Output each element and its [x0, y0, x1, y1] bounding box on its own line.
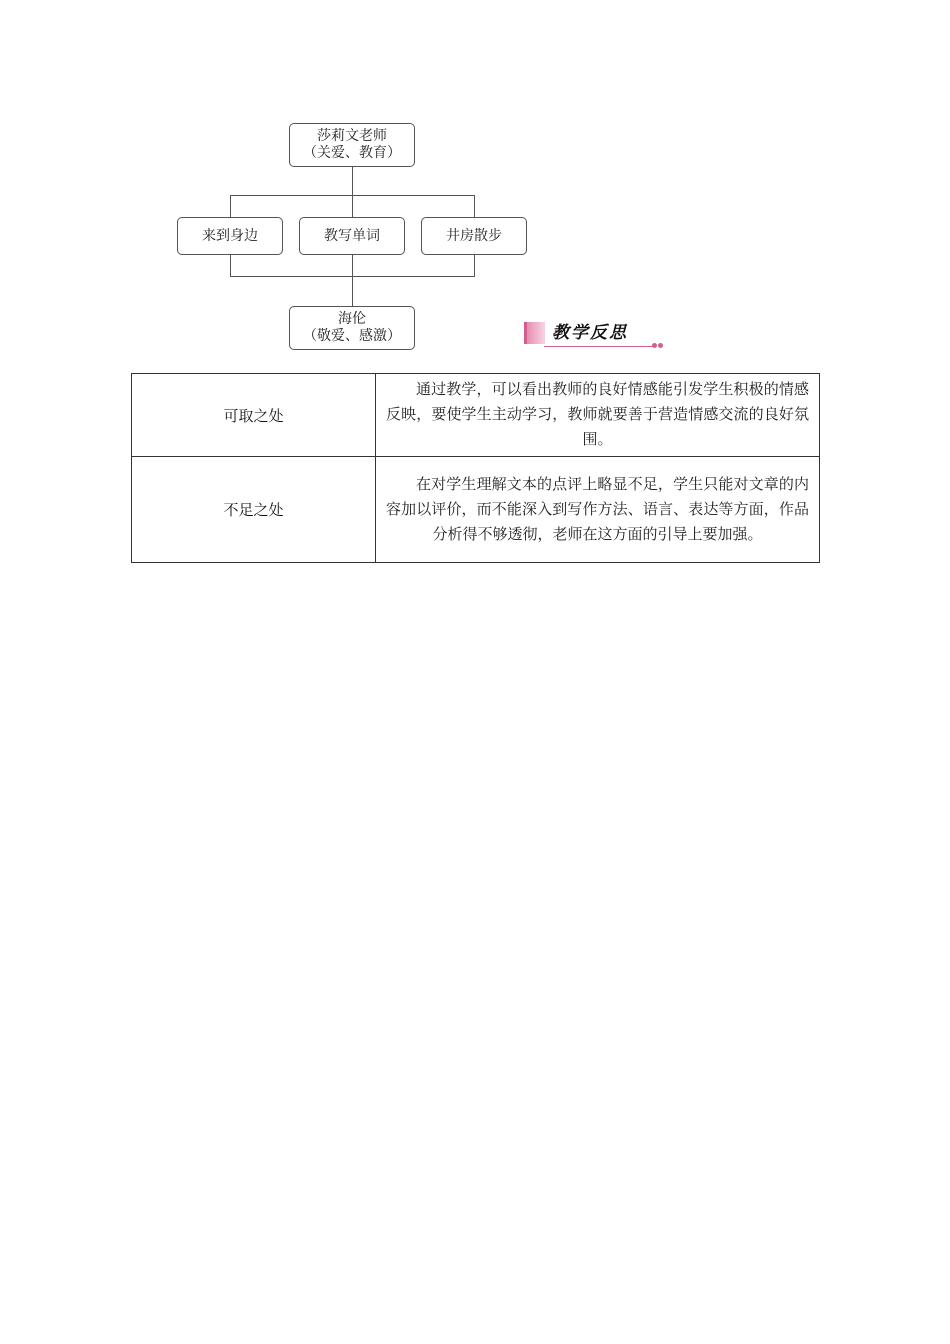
connector-line [230, 276, 475, 277]
badge-underline [544, 346, 654, 347]
badge-dot-icon [652, 343, 657, 348]
badge-accent-bar [524, 322, 545, 344]
connector-line [352, 255, 353, 306]
node-label: 教写单词 [324, 228, 380, 244]
badge-dot-icon [658, 343, 663, 348]
diagram-node-teaching-words [299, 217, 405, 255]
diagram-node-helen [289, 306, 415, 350]
reflection-table [131, 373, 820, 563]
row-label: 可取之处 [132, 374, 376, 457]
node-label: 井房散步 [446, 228, 502, 244]
row-label: 不足之处 [132, 457, 376, 563]
connector-line [352, 195, 353, 217]
node-title: 莎莉文老师 [317, 128, 387, 144]
diagram-node-arrival [177, 217, 283, 255]
section-heading-badge [524, 320, 664, 350]
node-title: 海伦 [338, 311, 366, 327]
node-subtitle: （关爱、教育） [303, 145, 401, 161]
structure-diagram [0, 0, 950, 360]
section-title: 教学反思 [552, 323, 628, 343]
row-content: 通过教学，可以看出教师的良好情感能引发学生积极的情感反映，要使学生主动学习，教师就要善于营造情感交流的良好氛围。 [376, 374, 820, 457]
node-label: 来到身边 [202, 228, 258, 244]
row-content: 在对学生理解文本的点评上略显不足，学生只能对文章的内容加以评价，而不能深入到写作方法、语言、表达等方面，作品分析得不够透彻，老师在这方面的引导上要加强。 [376, 457, 820, 563]
connector-line [352, 167, 353, 195]
table-row [132, 374, 820, 457]
node-subtitle: （敬爱、感激） [303, 328, 401, 344]
diagram-node-well-house-walk [421, 217, 527, 255]
diagram-node-teacher [289, 123, 415, 167]
table-row [132, 457, 820, 563]
